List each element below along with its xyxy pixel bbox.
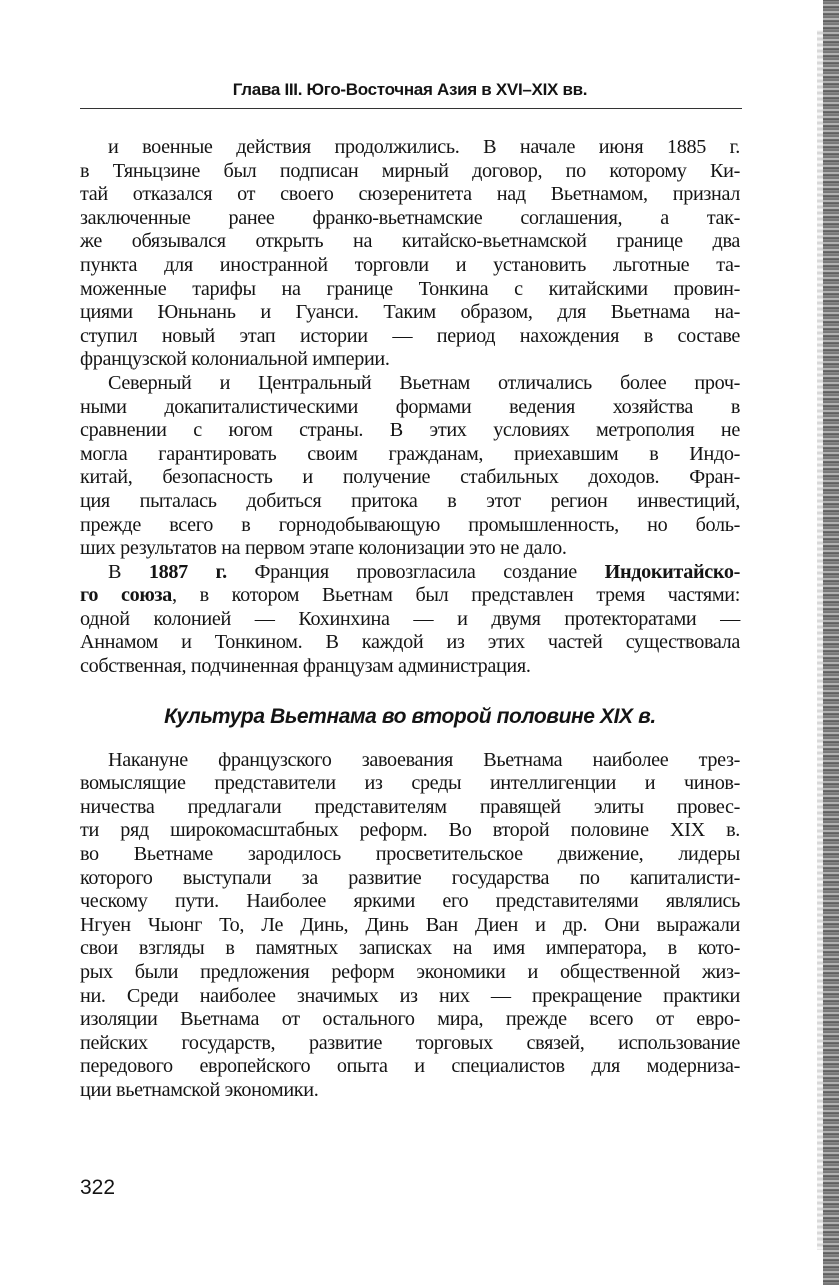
paragraph-2: [80, 372, 740, 561]
text-line: ческому пути. Наиболее яркими его представителями являлись: [80, 890, 740, 913]
text-line: В 1887 г. Франция провозгласила создание Индокитайско-: [108, 560, 740, 583]
bold-term: Индокитайско-: [604, 560, 740, 583]
text-line: заключенные ранее франко-вьетнамские соглашения, а так-: [80, 206, 740, 229]
bold-term: го союза: [80, 584, 172, 607]
text-line: ция пыталась добиться притока в этот регион инвестиций,: [80, 489, 740, 512]
header-rule: [80, 108, 742, 109]
text-line: во Вьетнаме зародилось просветительское движение, лидеры: [80, 843, 740, 866]
text-line: сравнении с югом страны. В этих условиях метрополия не: [80, 419, 740, 442]
text-line: передового европейского опыта и специалистов для модерниза-: [80, 1055, 740, 1078]
text-line: в Тяньцзине был подписан мирный договор, по которому Ки-: [80, 159, 740, 182]
text-line: Нгуен Чыонг То, Ле Динь, Динь Ван Диен и др. Они выражали: [80, 913, 740, 936]
text-line: ших результатов на первом этапе колонизации это не дало.: [80, 537, 567, 560]
text-fragment: , в котором Вьетнам был представлен тремя частями:: [171, 584, 740, 607]
page-body: [80, 136, 740, 1103]
section-heading: Культура Вьетнама во второй половине XIX в.: [164, 704, 656, 728]
text-line: могла гарантировать своим гражданам, приехавшим в Индо-: [80, 442, 740, 465]
paragraph-3: [80, 561, 740, 679]
text-line: ничества предлагали представителям правящей элиты провес-: [80, 795, 740, 818]
text-line: ни. Среди наиболее значимых из них — прекращение практики: [80, 984, 740, 1007]
running-header: Глава III. Юго-Восточная Азия в XVI–XIX вв.: [232, 80, 588, 99]
paragraph-3-rest: [80, 608, 740, 679]
bold-year: 1887 г.: [148, 560, 227, 583]
text-line: Аннамом и Тонкином. В каждой из этих частей существовала: [80, 631, 740, 654]
text-line: свои взгляды в памятных записках на имя императора, в кото-: [80, 937, 740, 960]
page-number: 322: [80, 1176, 116, 1199]
text-line: Северный и Центральный Вьетнам отличались более проч-: [108, 371, 740, 394]
text-line: собственная, подчиненная французам администрация.: [80, 655, 531, 678]
text-line: прежде всего в горнодобывающую промышленность, но боль-: [80, 513, 740, 536]
text-fragment: Франция провозгласила создание: [254, 560, 577, 583]
text-line: пейских государств, развитие торговых связей, использование: [80, 1031, 740, 1054]
text-line: Накануне французского завоевания Вьетнама наиболее трез-: [108, 748, 740, 771]
text-line: вомыслящие представители из среды интеллигенции и чинов-: [80, 772, 740, 795]
text-line: моженные тарифы на границе Тонкина с китайскими провин-: [80, 277, 740, 300]
text-line: и военные действия продолжились. В начале июня 1885 г.: [108, 136, 740, 158]
text-line: ными докапиталистическими формами ведения хозяйства в: [80, 395, 740, 418]
text-line: французской колониальной империи.: [80, 348, 390, 371]
text-line: рых были предложения реформ экономики и общественной жиз-: [80, 961, 740, 983]
text-line: одной колонией — Кохинхина — и двумя протекторатами —: [80, 607, 740, 630]
page-edge-texture: [817, 30, 823, 1250]
text-line: тай отказался от своего сюзеренитета над Вьетнамом, признал: [80, 183, 740, 206]
text-line: которого выступали за развитие государства по капиталисти-: [80, 866, 740, 889]
text-line: же обязывался открыть на китайско-вьетнамской границе два: [80, 230, 740, 253]
page-edge-shadow: [823, 0, 839, 1285]
text-line: ции вьетнамской экономики.: [80, 1078, 319, 1101]
text-line: [80, 584, 740, 608]
text-line: ти ряд широкомасштабных реформ. Во второй половине XIX в.: [80, 819, 740, 842]
paragraph-4: [80, 749, 740, 1103]
text-line: ступил новый этап истории — период нахождения в составе: [80, 324, 740, 347]
text-line: пункта для иностранной торговли и установить льготные та-: [80, 253, 740, 276]
paragraph-1: [80, 136, 740, 372]
text-line: изоляции Вьетнама от остального мира, прежде всего от евро-: [80, 1008, 740, 1031]
text-line: циями Юньнань и Гуанси. Таким образом, для Вьетнама на-: [80, 301, 740, 324]
text-line: китай, безопасность и получение стабильных доходов. Фран-: [80, 466, 740, 489]
